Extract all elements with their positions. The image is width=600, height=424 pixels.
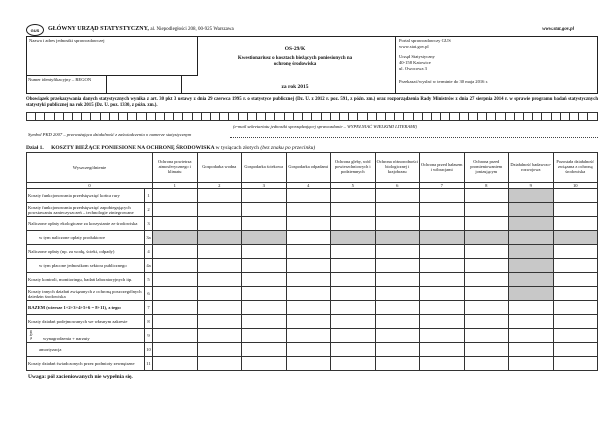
- row-label: Koszty innych działań związanych z ochroną poszczególnych dziedzin środowiska: [27, 287, 145, 301]
- portal-line4: 40-158 Katowice: [399, 59, 431, 65]
- column-number: 9: [509, 183, 554, 189]
- value-cell[interactable]: [375, 217, 420, 231]
- email-char-cell[interactable]: [376, 112, 385, 121]
- email-char-cell[interactable]: [339, 112, 348, 121]
- row-label: Koszty działań podejmowanych we własnym zakresie: [27, 315, 145, 329]
- row-number: 11: [145, 357, 153, 371]
- column-number: 4: [286, 183, 331, 189]
- email-char-cell[interactable]: [357, 112, 366, 121]
- value-cell[interactable]: [420, 217, 465, 231]
- email-char-cell[interactable]: [587, 112, 597, 121]
- value-cell[interactable]: [153, 357, 198, 371]
- column-number: 8: [464, 183, 509, 189]
- value-cell[interactable]: [420, 329, 465, 343]
- email-char-cell[interactable]: [468, 112, 477, 121]
- column-header: Ochrona gleby, wód powierzchniowych i podziemnych: [331, 153, 376, 183]
- value-cell[interactable]: [509, 343, 554, 357]
- email-char-cell[interactable]: [505, 112, 514, 121]
- value-cell[interactable]: [420, 357, 465, 371]
- value-cell[interactable]: [197, 315, 242, 329]
- shaded-cell: [509, 287, 554, 301]
- table-row: [27, 259, 598, 273]
- row-label: Koszty funkcjonowania przedsięwzięć zapobiegających powstawaniu zanieczyszczeń – technologie zintegrowane: [27, 203, 145, 217]
- row-number: 8: [145, 315, 153, 329]
- column-header: Ochrona przed hałasem i wibracjami: [420, 153, 465, 183]
- value-cell[interactable]: [286, 287, 331, 301]
- value-cell[interactable]: [197, 189, 242, 203]
- value-cell[interactable]: [420, 189, 465, 203]
- email-char-cell[interactable]: [413, 112, 422, 121]
- value-cell[interactable]: [464, 203, 509, 217]
- value-cell[interactable]: [420, 315, 465, 329]
- email-char-cell[interactable]: [560, 112, 569, 121]
- row-number: 3: [145, 217, 153, 231]
- email-char-cell[interactable]: [477, 112, 486, 121]
- value-cell[interactable]: [375, 273, 420, 287]
- email-char-cell[interactable]: [541, 112, 550, 121]
- email-char-cell[interactable]: [569, 112, 578, 121]
- value-cell[interactable]: [197, 245, 242, 259]
- row-number: 9: [145, 329, 153, 343]
- row-number: 4: [145, 245, 153, 259]
- shaded-cell: [375, 231, 420, 245]
- table-row: [27, 357, 598, 371]
- email-char-cell[interactable]: [532, 112, 541, 121]
- value-cell[interactable]: [153, 343, 198, 357]
- value-cell[interactable]: [331, 245, 376, 259]
- column-header: Ochrona przed promieniowaniem jonizującym: [464, 153, 509, 183]
- column-number: 2: [197, 183, 242, 189]
- column-number: 1: [153, 183, 198, 189]
- row-number: 3a: [145, 231, 153, 245]
- unit-name-box[interactable]: [26, 36, 198, 76]
- form-title: Kwestionariusz o kosztach bieżących poniesionych na ochronę środowiska: [237, 56, 353, 68]
- office-name: GŁÓWNY URZĄD STATYSTYCZNY, al. Niepodległości 208, 00-925 Warszawa: [48, 26, 234, 32]
- value-cell[interactable]: [464, 189, 509, 203]
- value-cell[interactable]: [242, 343, 287, 357]
- value-cell[interactable]: [242, 357, 287, 371]
- value-cell[interactable]: [242, 259, 287, 273]
- section-unit: w tysiącach złotych: [215, 145, 260, 151]
- value-cell[interactable]: [153, 329, 198, 343]
- side-label: w tym: [29, 330, 33, 340]
- section-number: Dział 1.: [26, 145, 44, 151]
- email-char-cell[interactable]: [182, 112, 191, 121]
- value-cell[interactable]: [553, 329, 598, 343]
- row-label: w tym płacone jednostkom sektora publicznego: [27, 259, 145, 273]
- value-cell[interactable]: [286, 315, 331, 329]
- email-char-cell[interactable]: [81, 112, 90, 121]
- value-cell[interactable]: [197, 329, 242, 343]
- value-cell[interactable]: [153, 287, 198, 301]
- table-row: [27, 189, 598, 203]
- value-cell[interactable]: [375, 203, 420, 217]
- value-cell[interactable]: [553, 357, 598, 371]
- value-cell[interactable]: [375, 301, 420, 315]
- value-cell[interactable]: [553, 217, 598, 231]
- email-char-cell[interactable]: [90, 112, 99, 121]
- value-cell[interactable]: [464, 245, 509, 259]
- shaded-cell: [509, 203, 554, 217]
- email-char-cell[interactable]: [219, 112, 228, 121]
- email-char-cell[interactable]: [238, 112, 247, 121]
- email-char-cell[interactable]: [44, 112, 53, 121]
- email-char-cell[interactable]: [578, 112, 587, 121]
- row-number: 4a: [145, 259, 153, 273]
- value-cell[interactable]: [420, 273, 465, 287]
- email-char-cell[interactable]: [201, 112, 210, 121]
- value-cell[interactable]: [420, 259, 465, 273]
- email-char-cell[interactable]: [321, 112, 330, 121]
- table-row: [27, 203, 598, 217]
- email-char-cell[interactable]: [127, 112, 136, 121]
- table-row: [27, 231, 598, 245]
- email-char-cell[interactable]: [422, 112, 431, 121]
- shaded-cell: [464, 231, 509, 245]
- value-cell[interactable]: [197, 287, 242, 301]
- column-header: Gospodarka wodna: [197, 153, 242, 183]
- value-cell[interactable]: [331, 343, 376, 357]
- value-cell[interactable]: [153, 273, 198, 287]
- column-number: 5: [331, 183, 376, 189]
- table-row: [27, 273, 598, 287]
- email-char-cell[interactable]: [118, 112, 127, 121]
- value-cell[interactable]: [553, 273, 598, 287]
- value-cell[interactable]: [464, 301, 509, 315]
- email-char-cell[interactable]: [192, 112, 201, 121]
- value-cell[interactable]: [420, 301, 465, 315]
- value-cell[interactable]: [286, 357, 331, 371]
- value-cell[interactable]: [464, 343, 509, 357]
- value-cell[interactable]: [286, 245, 331, 259]
- value-cell[interactable]: [375, 245, 420, 259]
- value-cell[interactable]: [153, 301, 198, 315]
- shaded-cell: [331, 231, 376, 245]
- portal-line5: ul. Owocowa 3: [399, 65, 427, 71]
- regon-label: Numer identyfikacyjny – REGON: [28, 77, 92, 82]
- value-cell[interactable]: [197, 301, 242, 315]
- table-row: [27, 217, 598, 231]
- shaded-cell: [420, 231, 465, 245]
- value-cell[interactable]: [197, 203, 242, 217]
- value-cell[interactable]: [375, 259, 420, 273]
- column-header: Ochrona różnorodności biologicznej i krajobrazu: [375, 153, 420, 183]
- value-cell[interactable]: [242, 217, 287, 231]
- email-char-cell[interactable]: [403, 112, 412, 121]
- row-number: 7: [145, 301, 153, 315]
- value-cell[interactable]: [331, 259, 376, 273]
- value-cell[interactable]: [375, 287, 420, 301]
- value-cell[interactable]: [153, 259, 198, 273]
- email-char-cell[interactable]: [274, 112, 283, 121]
- value-cell[interactable]: [420, 245, 465, 259]
- value-cell[interactable]: [553, 301, 598, 315]
- table-row: [27, 329, 598, 343]
- value-cell[interactable]: [286, 231, 331, 245]
- email-char-cell[interactable]: [72, 112, 81, 121]
- value-cell[interactable]: [420, 343, 465, 357]
- table-row: [27, 343, 598, 357]
- value-cell[interactable]: [242, 287, 287, 301]
- deadline: Przekazać/wysłać w terminie do 30 maja 2016 r.: [399, 78, 489, 84]
- costs-table: [26, 152, 598, 371]
- value-cell[interactable]: [509, 301, 554, 315]
- value-cell[interactable]: [331, 357, 376, 371]
- value-cell[interactable]: [242, 273, 287, 287]
- value-cell[interactable]: [375, 357, 420, 371]
- row-label: Naliczone opłaty (np. za wodę, ścieki, odpady): [27, 245, 145, 259]
- email-char-cell[interactable]: [63, 112, 72, 121]
- legal-notice: Obowiązek przekazywania danych statystycznych wynika z art. 30 pkt 3 ustawy z dnia 29 czerwca 1995 r. o statystyce publicznej (Dz. U. z 2012 r. poz. 591, z późn. zm.) oraz rozporządzenia Rady Ministrów z dnia 27 sierpnia 2014 r. w sprawie programu badań statystycznych statystyki publicznej na rok 2015 (Dz. U. poz. 1330, z późn. zm.).: [26, 97, 598, 108]
- value-cell[interactable]: [464, 357, 509, 371]
- email-char-cell[interactable]: [100, 112, 109, 121]
- value-cell[interactable]: [553, 315, 598, 329]
- email-char-cell[interactable]: [155, 112, 164, 121]
- value-cell[interactable]: [197, 357, 242, 371]
- value-cell[interactable]: [331, 273, 376, 287]
- shaded-cell: [153, 231, 198, 245]
- email-caption: (e-mail sekretariatu jednostki sporządzającej sprawozdanie – WYPEŁNIAĆ WIELKIMI LITERAMI): [232, 124, 418, 129]
- form-code: OS-29/K: [284, 46, 306, 52]
- value-cell[interactable]: [286, 301, 331, 315]
- row-number: 6: [145, 287, 153, 301]
- gus-logo: GUS: [26, 24, 44, 36]
- value-cell[interactable]: [375, 343, 420, 357]
- section-unit-note: (bez znaku po przecinku): [260, 145, 316, 151]
- value-cell[interactable]: [464, 259, 509, 273]
- email-char-cell[interactable]: [514, 112, 523, 121]
- row-label: RAZEM (wiersze 1+2+3+4+5+6 = 8+11), z tego:: [27, 301, 145, 315]
- value-cell[interactable]: [242, 203, 287, 217]
- value-cell[interactable]: [286, 343, 331, 357]
- value-cell[interactable]: [509, 357, 554, 371]
- section-title: KOSZTY BIEŻĄCE PONIESIONE NA OCHRONĘ ŚRODOWISKA: [51, 145, 215, 151]
- value-cell[interactable]: [375, 329, 420, 343]
- email-char-cell[interactable]: [486, 112, 495, 121]
- value-cell[interactable]: [420, 203, 465, 217]
- email-char-cell[interactable]: [394, 112, 403, 121]
- value-cell[interactable]: [286, 189, 331, 203]
- row-label: Naliczone opłaty ekologiczne za korzystanie ze środowiska: [27, 217, 145, 231]
- email-char-cell[interactable]: [284, 112, 293, 121]
- email-char-cell[interactable]: [348, 112, 357, 121]
- value-cell[interactable]: [286, 329, 331, 343]
- email-char-cell[interactable]: [330, 112, 339, 121]
- value-cell[interactable]: [464, 287, 509, 301]
- column-number: 0: [27, 183, 153, 189]
- row-label: w tym naliczone opłaty produktowe: [27, 231, 145, 245]
- value-cell[interactable]: [331, 203, 376, 217]
- form-period: za rok 2015: [281, 83, 309, 90]
- value-cell[interactable]: [375, 315, 420, 329]
- value-cell[interactable]: [286, 273, 331, 287]
- email-char-cell[interactable]: [247, 112, 256, 121]
- regon-input[interactable]: [106, 75, 182, 94]
- shaded-cell: [553, 231, 598, 245]
- email-char-cell[interactable]: [495, 112, 504, 121]
- shaded-cell: [509, 231, 554, 245]
- value-cell[interactable]: [553, 259, 598, 273]
- email-char-cell[interactable]: [109, 112, 118, 121]
- value-cell[interactable]: [553, 189, 598, 203]
- value-cell[interactable]: [197, 273, 242, 287]
- row-number: 2: [145, 203, 153, 217]
- value-cell[interactable]: [242, 189, 287, 203]
- email-char-cell[interactable]: [431, 112, 440, 121]
- email-char-cell[interactable]: [367, 112, 376, 121]
- value-cell[interactable]: [553, 203, 598, 217]
- value-cell[interactable]: [242, 315, 287, 329]
- value-cell[interactable]: [153, 315, 198, 329]
- shaded-cell: [509, 189, 554, 203]
- column-header: Gospodarka odpadami: [286, 153, 331, 183]
- portal-line3: Urząd Statystyczny: [399, 53, 435, 59]
- footnote: Uwaga: pól zacieniowanych nie wypełnia się.: [28, 374, 133, 380]
- value-cell[interactable]: [197, 217, 242, 231]
- email-char-cell[interactable]: [302, 112, 311, 121]
- column-number: 10: [553, 183, 598, 189]
- row-label: Koszty działań świadczonych przez podmioty zewnętrzne: [27, 357, 145, 371]
- portal-line1: Portal sprawozdawczy GUS: [399, 38, 451, 43]
- value-cell[interactable]: [509, 329, 554, 343]
- table-header-row: [27, 153, 598, 183]
- value-cell[interactable]: [286, 217, 331, 231]
- row-number: 1: [145, 189, 153, 203]
- email-char-cell[interactable]: [54, 112, 63, 121]
- row-label: Koszty funkcjonowania przedsięwzięć końca rury: [27, 189, 145, 203]
- email-char-cell[interactable]: [256, 112, 265, 121]
- value-cell[interactable]: [553, 245, 598, 259]
- email-char-cell[interactable]: [385, 112, 394, 121]
- row-label: w tym wynagrodzenia + narzuty: [27, 329, 145, 343]
- email-char-cell[interactable]: [26, 112, 35, 121]
- shaded-cell: [509, 217, 554, 231]
- column-header: Ochrona powietrza atmosferycznego i klimatu: [153, 153, 198, 183]
- value-cell[interactable]: [553, 343, 598, 357]
- value-cell[interactable]: [331, 217, 376, 231]
- value-cell[interactable]: [242, 245, 287, 259]
- shaded-cell: [509, 259, 554, 273]
- column-header: Gospodarka ściekowa: [242, 153, 287, 183]
- email-char-cell[interactable]: [173, 112, 182, 121]
- spec-header: Wyszczególnienie: [27, 153, 153, 183]
- shaded-cell: [509, 245, 554, 259]
- value-cell[interactable]: [464, 273, 509, 287]
- column-header: Działalność badawczo-rozwojowa: [509, 153, 554, 183]
- value-cell[interactable]: [242, 301, 287, 315]
- value-cell[interactable]: [464, 315, 509, 329]
- row-label: amortyzacja: [27, 343, 145, 357]
- email-char-cell[interactable]: [136, 112, 145, 121]
- value-cell[interactable]: [464, 217, 509, 231]
- value-cell[interactable]: [464, 329, 509, 343]
- email-char-cell[interactable]: [35, 112, 44, 121]
- shaded-cell: [197, 231, 242, 245]
- value-cell[interactable]: [153, 203, 198, 217]
- email-char-cell[interactable]: [440, 112, 449, 121]
- row-number: 10: [145, 343, 153, 357]
- email-char-cell[interactable]: [311, 112, 320, 121]
- email-char-cell[interactable]: [551, 112, 560, 121]
- value-cell[interactable]: [153, 217, 198, 231]
- value-cell[interactable]: [420, 287, 465, 301]
- pkd-input[interactable]: [230, 136, 598, 138]
- office-address: al. Niepodległości 208, 00-925 Warszawa: [150, 27, 234, 32]
- email-char-cell[interactable]: [459, 112, 468, 121]
- row-number: 5: [145, 273, 153, 287]
- pkd-label: Symbol PKD 2007 – przeważająca działalność z zaświadczenia o numerze statystycznym: [28, 132, 192, 137]
- value-cell[interactable]: [331, 315, 376, 329]
- email-input[interactable]: [26, 112, 598, 123]
- email-char-cell[interactable]: [164, 112, 173, 121]
- email-char-cell[interactable]: [449, 112, 458, 121]
- unit-name-label: Nazwa i adres jednostki sprawozdawczej: [29, 38, 105, 43]
- email-char-cell[interactable]: [265, 112, 274, 121]
- value-cell[interactable]: [286, 259, 331, 273]
- email-char-cell[interactable]: [210, 112, 219, 121]
- value-cell[interactable]: [153, 189, 198, 203]
- value-cell[interactable]: [286, 203, 331, 217]
- email-char-cell[interactable]: [523, 112, 532, 121]
- value-cell[interactable]: [331, 287, 376, 301]
- value-cell[interactable]: [197, 259, 242, 273]
- value-cell[interactable]: [153, 245, 198, 259]
- value-cell[interactable]: [242, 329, 287, 343]
- value-cell[interactable]: [331, 189, 376, 203]
- form-header: [200, 46, 390, 90]
- shaded-cell: [509, 273, 554, 287]
- value-cell[interactable]: [197, 343, 242, 357]
- column-number: 6: [375, 183, 420, 189]
- section-header: [26, 145, 315, 151]
- value-cell[interactable]: [509, 315, 554, 329]
- value-cell[interactable]: [331, 301, 376, 315]
- table-row: [27, 301, 598, 315]
- column-header: Pozostała działalność związana z ochroną środowiska: [553, 153, 598, 183]
- value-cell[interactable]: [375, 189, 420, 203]
- value-cell[interactable]: [553, 287, 598, 301]
- value-cell[interactable]: [331, 329, 376, 343]
- shaded-cell: [242, 231, 287, 245]
- column-number: 3: [242, 183, 287, 189]
- table-row: [27, 245, 598, 259]
- table-row: [27, 315, 598, 329]
- column-number: 7: [420, 183, 465, 189]
- table-row: [27, 287, 598, 301]
- website-link[interactable]: www.stat.gov.pl: [542, 27, 574, 32]
- portal-box: [395, 36, 598, 94]
- email-char-cell[interactable]: [293, 112, 302, 121]
- row-label: Koszty kontroli, monitoringu, badań laboratoryjnych itp.: [27, 273, 145, 287]
- email-char-cell[interactable]: [146, 112, 155, 121]
- email-char-cell[interactable]: [228, 112, 237, 121]
- portal-line2[interactable]: www.stat.gov.pl: [399, 43, 429, 49]
